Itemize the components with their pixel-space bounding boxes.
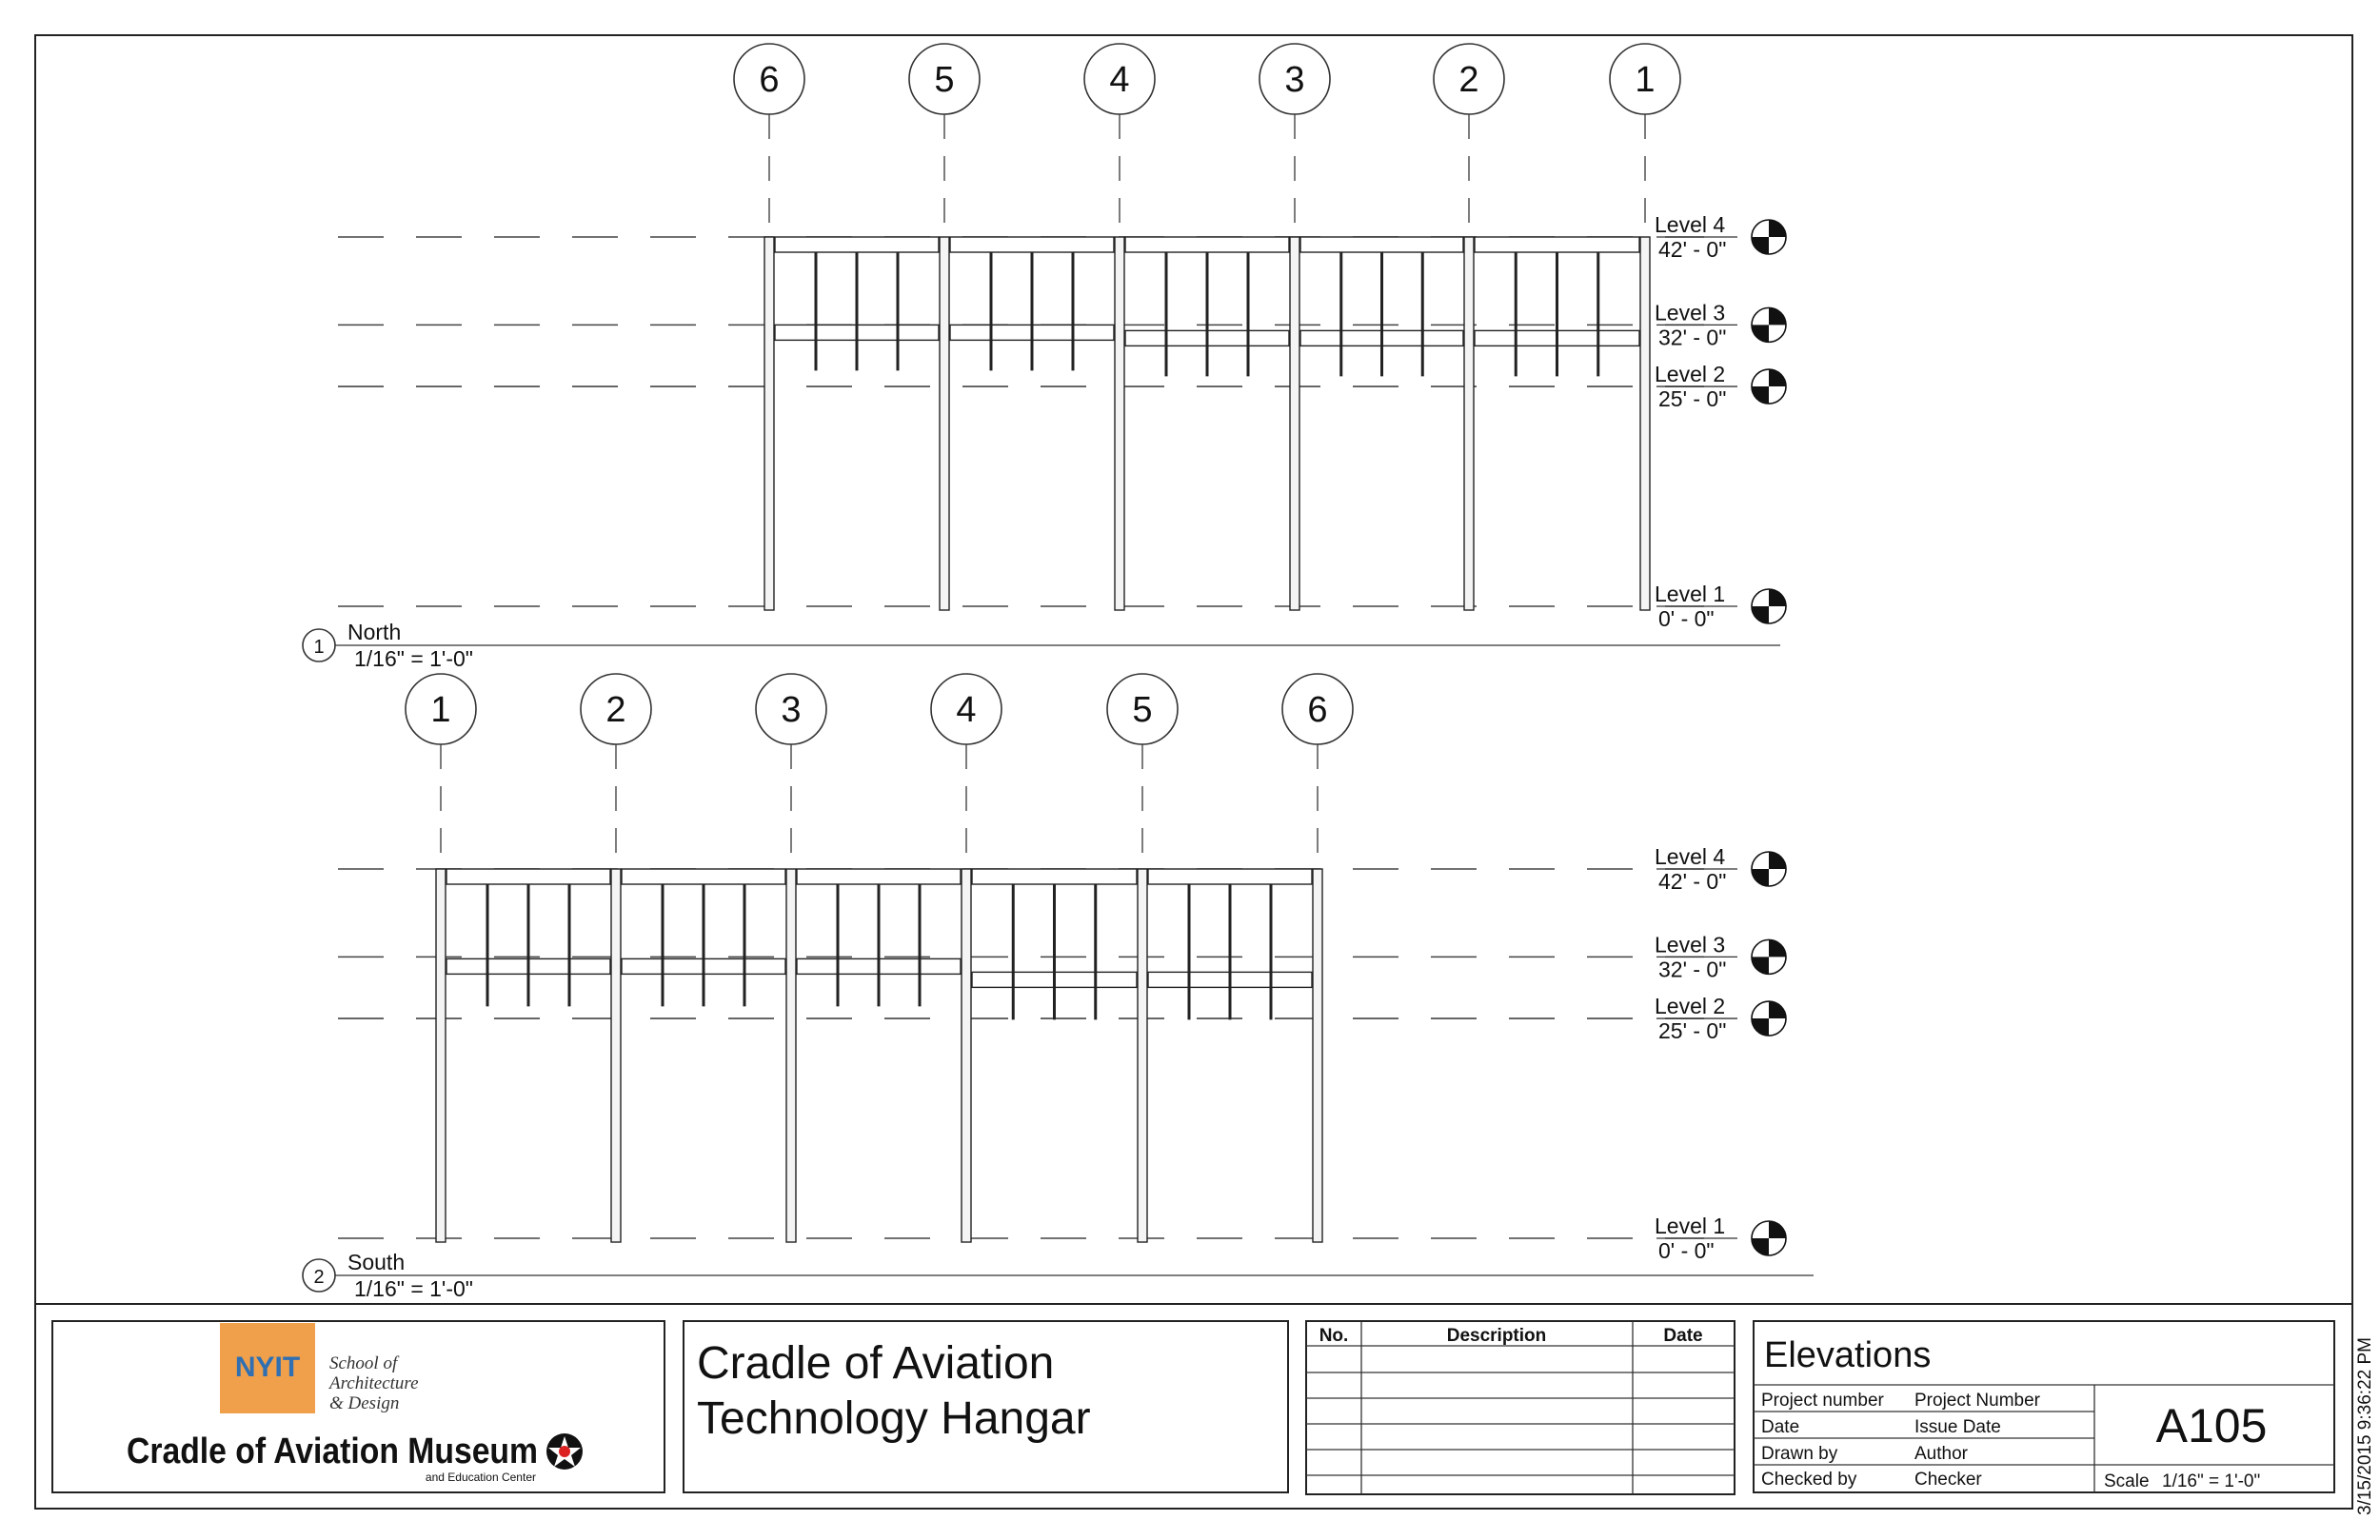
project-title-panel: [684, 1321, 1288, 1492]
level-marker-quadrant: [1752, 237, 1769, 254]
roof-band: [622, 869, 785, 884]
field-label: Project number: [1761, 1391, 1884, 1411]
roof-band: [950, 237, 1114, 252]
scale-label: Scale: [2104, 1471, 2150, 1491]
sheet-info-panel: [1754, 1321, 2334, 1492]
view-title-north: [303, 620, 1780, 671]
school-line-3: & Design: [329, 1393, 400, 1413]
level-marker-icon: [1752, 589, 1786, 623]
level-name: Level 1: [1655, 582, 1726, 606]
grid-label: 5: [1132, 690, 1153, 730]
level-marker-quadrant: [1752, 606, 1769, 623]
level-marker-icon: [1752, 1001, 1786, 1036]
level-name: Level 1: [1655, 1214, 1726, 1238]
level-marker-icon: [1752, 939, 1786, 974]
level-elevation: 0' - 0": [1658, 606, 1715, 631]
column: [786, 869, 796, 1242]
level-marker-quadrant: [1769, 589, 1786, 606]
level-marker-icon: [1752, 369, 1786, 404]
scale-value: 1/16" = 1'-0": [2162, 1471, 2261, 1491]
level-marker-quadrant: [1752, 957, 1769, 974]
column: [940, 237, 949, 610]
print-timestamp: 3/15/2015 9:36:22 PM: [2355, 1337, 2375, 1515]
column: [1290, 237, 1299, 610]
view-scale: 1/16" = 1'-0": [354, 646, 473, 671]
level-marker-quadrant: [1769, 939, 1786, 957]
grid-label: 4: [1109, 60, 1130, 100]
view-name: North: [347, 620, 402, 644]
level-name: Level 2: [1655, 994, 1726, 1019]
museum-logo-text: Cradle of Aviation Museum: [127, 1431, 538, 1471]
project-title-line-1: Cradle of Aviation: [697, 1338, 1055, 1389]
level-marker-quadrant: [1752, 1018, 1769, 1036]
field-label: Drawn by: [1761, 1444, 1838, 1464]
roof-band: [1300, 237, 1463, 252]
column: [611, 869, 621, 1242]
revision-table: [1306, 1321, 1735, 1494]
level-elevation: 42' - 0": [1658, 237, 1727, 262]
level-marker-quadrant: [1752, 1238, 1769, 1255]
roof-band: [775, 237, 939, 252]
level-name: Level 3: [1655, 300, 1726, 326]
level-marker-quadrant: [1752, 386, 1769, 404]
field-label: Checked by: [1761, 1470, 1857, 1490]
column: [1464, 237, 1474, 610]
grid-label: 3: [1284, 60, 1305, 100]
school-line-1: School of: [329, 1353, 398, 1373]
view-name: South: [347, 1250, 406, 1274]
logo-panel: [52, 1321, 664, 1492]
level-marker-quadrant: [1769, 1001, 1786, 1018]
roof-band: [1148, 869, 1312, 884]
level-elevation: 0' - 0": [1658, 1238, 1715, 1263]
grid-label: 6: [759, 60, 780, 100]
level-marker-quadrant: [1752, 325, 1769, 342]
level-marker-quadrant: [1769, 307, 1786, 325]
revision-table-frame: [1306, 1321, 1735, 1494]
level-elevation: 42' - 0": [1658, 869, 1727, 894]
level-marker-icon: [1752, 307, 1786, 342]
roof-band: [1475, 237, 1639, 252]
level-name: Level 4: [1655, 844, 1726, 869]
grid-label: 6: [1307, 690, 1328, 730]
level-name: Level 2: [1655, 362, 1726, 387]
revision-header-description: Description: [1446, 1326, 1547, 1346]
grid-label: 1: [1635, 60, 1656, 100]
grid-label: 2: [605, 690, 626, 730]
roof-band: [797, 869, 961, 884]
level-elevation: 32' - 0": [1658, 957, 1727, 982]
roof-band: [1125, 237, 1289, 252]
column: [1640, 237, 1650, 610]
school-line-2: Architecture: [329, 1373, 419, 1393]
star-roundel-icon: [546, 1433, 583, 1470]
sheet-number: A105: [2155, 1399, 2268, 1452]
grid-label: 3: [781, 690, 802, 730]
revision-header-date: Date: [1663, 1326, 1703, 1346]
museum-logo-subtext: and Education Center: [425, 1471, 536, 1484]
sheet-name: Elevations: [1764, 1335, 1932, 1375]
column: [962, 869, 971, 1242]
south-elevation: [338, 674, 1786, 1263]
view-title-south: [303, 1250, 1814, 1301]
north-elevation: [338, 44, 1786, 631]
grid-label: 2: [1458, 60, 1479, 100]
roof-band: [972, 869, 1137, 884]
view-scale: 1/16" = 1'-0": [354, 1276, 473, 1301]
level-name: Level 4: [1655, 212, 1726, 237]
grid-label: 5: [934, 60, 955, 100]
level-marker-icon: [1752, 852, 1786, 886]
level-elevation: 25' - 0": [1658, 1018, 1727, 1044]
column: [436, 869, 446, 1242]
field-value: Checker: [1914, 1470, 1982, 1490]
view-number: 1: [313, 637, 325, 658]
level-marker-quadrant: [1752, 869, 1769, 886]
project-title-line-2: Technology Hangar: [697, 1393, 1091, 1444]
column: [1313, 869, 1322, 1242]
roof-band: [446, 869, 610, 884]
field-value: Project Number: [1914, 1391, 2040, 1411]
level-marker-icon: [1752, 220, 1786, 254]
view-number: 2: [313, 1267, 325, 1288]
column: [1115, 237, 1124, 610]
grid-label: 1: [430, 690, 451, 730]
level-elevation: 25' - 0": [1658, 386, 1727, 412]
field-label: Date: [1761, 1417, 1800, 1437]
column: [764, 237, 774, 610]
level-marker-quadrant: [1769, 1221, 1786, 1238]
level-marker-quadrant: [1769, 369, 1786, 386]
level-name: Level 3: [1655, 932, 1726, 958]
level-marker-quadrant: [1769, 852, 1786, 869]
nyit-logo-text: NYIT: [234, 1352, 301, 1383]
field-value: Author: [1914, 1444, 1968, 1464]
revision-header-no: No.: [1319, 1326, 1349, 1346]
grid-label: 4: [956, 690, 977, 730]
level-marker-icon: [1752, 1221, 1786, 1255]
level-elevation: 32' - 0": [1658, 325, 1727, 350]
field-value: Issue Date: [1914, 1417, 2001, 1437]
column: [1138, 869, 1147, 1242]
level-marker-quadrant: [1769, 220, 1786, 237]
